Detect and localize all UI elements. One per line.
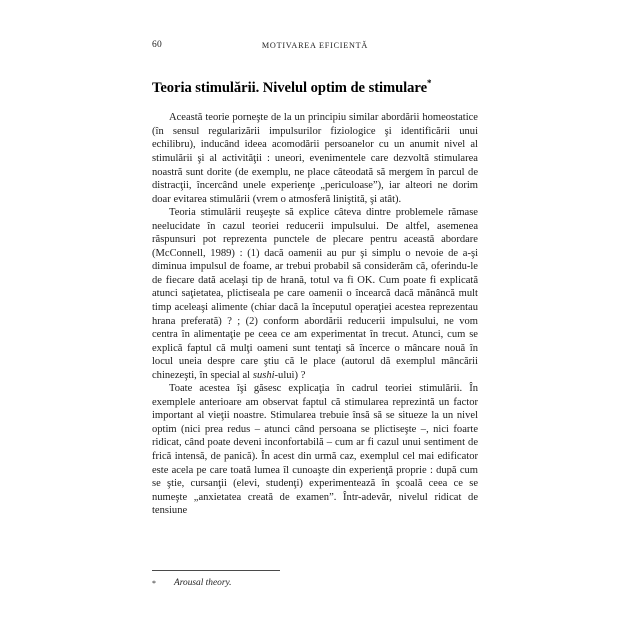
- title-footnote-marker: *: [427, 78, 432, 88]
- running-head-title: MOTIVAREA EFICIENTĂ: [261, 41, 369, 50]
- page-number: 60: [152, 40, 162, 50]
- footnote: [152, 577, 478, 590]
- paragraph-2-part-1: Teoria stimulării reuşeşte să explice câteva dintre problemele rămase neelucidate în cazul teoriei reducerii impulsului. De altfel, asemenea răspunsuri pot reprezenta punctele de plecare pentru această abordare (McConnell, 1989) : (1) dacă oamenii au pur şi simplu o nevoie de a-şi diminua impulsul de foame, ar trebui probabil să considerăm că, oferindu-le de fiecare dată acelaşi tip de hrană, totul va fi OK. Cum poate fi explicată atunci saţietatea, plictiseala pe care oamenii o încearcă dacă mănâncă mult timp aceleaşi alimente (chiar dacă la începutul operaţiei acestea reprezentau hrana preferată) ? ; (2) conform abordării reducerii impulsului, ne vom centra în alimentaţie pe ceea ce am experimentat în trecut. Atunci, cum se explică faptul că mulţi oameni sunt tentaţi să încerce o mâncare nouă în locul uneia despre care ştiu că le place (autorul dă exemplul mâncării chinezeşti, în special al: [152, 207, 478, 381]
- section-title-text: Teoria stimulării. Nivelul optim de stimulare: [152, 79, 428, 96]
- body-paragraph-2: [152, 206, 478, 382]
- paragraph-2-part-2: -ului) ?: [274, 369, 306, 381]
- running-header: [152, 40, 478, 58]
- page-title: [152, 78, 478, 97]
- body-paragraph-3: Toate acestea îşi găsesc explicaţia în cadrul teoriei stimulării. În exemplele anterioare am observat faptul că stimularea reprezintă un factor important al vieţii noastre. Stimularea trebuie însă să se situeze la un nivel optim (nici prea redus – atunci când persoana se plictiseşte –, nici foarte ridicat, când poate deveni inconfortabilă – cum ar fi cazul unui sentiment de frică intensă, de panică). În acest din urmă caz, exemplul cel mai edificator este acela pe care toată lumea îl cunoaşte din experienţă proprie : după cum se ştie, cursanţii (elevi, studenţi) experimentează în şcoală ceea ce se numeşte „anxietatea creată de examen”. Într-adevăr, nivelul ridicat de tensiune: [152, 383, 478, 517]
- footnote-text: Arousal theory.: [174, 578, 232, 588]
- footnote-area: [152, 570, 478, 590]
- body-paragraph-1: Această teorie porneşte de la un principiu similar abordării homeostatice (în sensul regularizării impulsurilor fiziologice şi identificării unui echilibru), inducând ideea acomodării persoanelor cu un anumit nivel al stimulării şi al activităţii : uneori, evenimentele care dezvoltă stimularea noastră sunt dorite (de exemplu, ne place câteodată să mergem în parcul de distracţii, încercând unele experienţe „periculoase”), iar alteori ne dorim doar evitarea stimulării (vrem o atmosferă liniştită, şi atât).: [152, 112, 478, 205]
- footnote-marker: *: [152, 579, 156, 588]
- footnote-separator-rule: [152, 570, 280, 571]
- page-content: [152, 40, 478, 518]
- italic-term-sushi: sushi: [252, 369, 275, 381]
